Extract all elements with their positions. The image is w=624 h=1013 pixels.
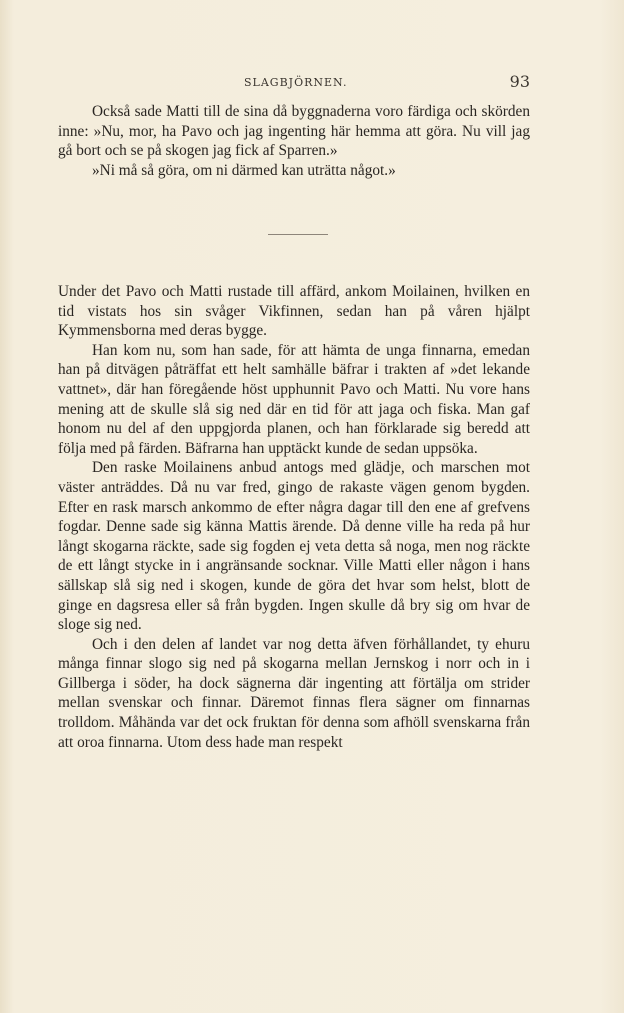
paragraph: Under det Pavo och Matti rustade till affärd, ankom Moilainen, hvilken en tid vistats hos sin svåger Vikfinnen, sedan han på våren hjälpt Kymmensborna med deras bygge. xyxy=(58,283,530,340)
paragraph: »Ni må så göra, om ni därmed kan uträtta något.» xyxy=(92,161,396,179)
text-block-top xyxy=(58,102,530,180)
paragraph: Och i den delen af landet var nog detta äfven förhållandet, ty ehuru många finnar slogo sig ned på skogarna mellan Jernskog i norr och in i Gillberga i söder, ha dock sägnerna där ingenting att förtälja om strider mellan svenskar och finnar. Däremot finnas flera sägner om finnarnas trolldom. Måhända var det ock fruktan för denna som afhöll svenskarna från att oroa finnarna. Utom dess hade man respekt xyxy=(58,635,530,751)
page-header xyxy=(244,72,530,96)
page-number: 93 xyxy=(509,72,530,91)
paragraph: Också sade Matti till de sina då byggnaderna voro färdiga och skörden inne: »Nu, mor, ha Pavo och jag ingenting här hemma att göra. Nu vill jag gå bort och se på skogen jag fick af Sparren.» xyxy=(58,103,530,160)
paragraph: Den raske Moilainens anbud antogs med glädje, och marschen mot väster anträddes. Då nu var fred, gingo de rakaste vägen genom bygden. Efter en rask marsch ankommo de efter några dagar till den ene af grefvens fogdar. Denne sade sig känna Mattis ärende. Då denne ville ha reda på hur långt skogarna räckte, sade sig fogden ej veta detta så noga, men nog räckte de ett långt stycke in i angränsande socknar. Ville Matti eller någon i hans sällskap slå sig ned i skogen, kunde de göra det hvar som helst, blott de ginge en dagsresa eller så från bygden. Ingen skulle då bry sig om hvar de sloge sig ned. xyxy=(58,459,530,634)
text-block-bottom xyxy=(58,282,530,752)
running-head: SLAGBJÖRNEN. xyxy=(244,76,348,89)
section-divider xyxy=(268,234,328,235)
paragraph: Han kom nu, som han sade, för att hämta de unga finnarna, emedan han på ditvägen påträffat ett helt samhälle bäfrar i trakten af »det lekande vattnet», där han föregående höst upphunnit Pavo och Matti. Nu vore hans mening att de skulle slå sig ned där en tid för att jaga och fiska. Man gaf honom nu del af den uppgjorda planen, och han förklarade sig beredd att följa med på färden. Bäfrarna han upptäckt kunde de sedan uppsöka. xyxy=(58,341,530,457)
